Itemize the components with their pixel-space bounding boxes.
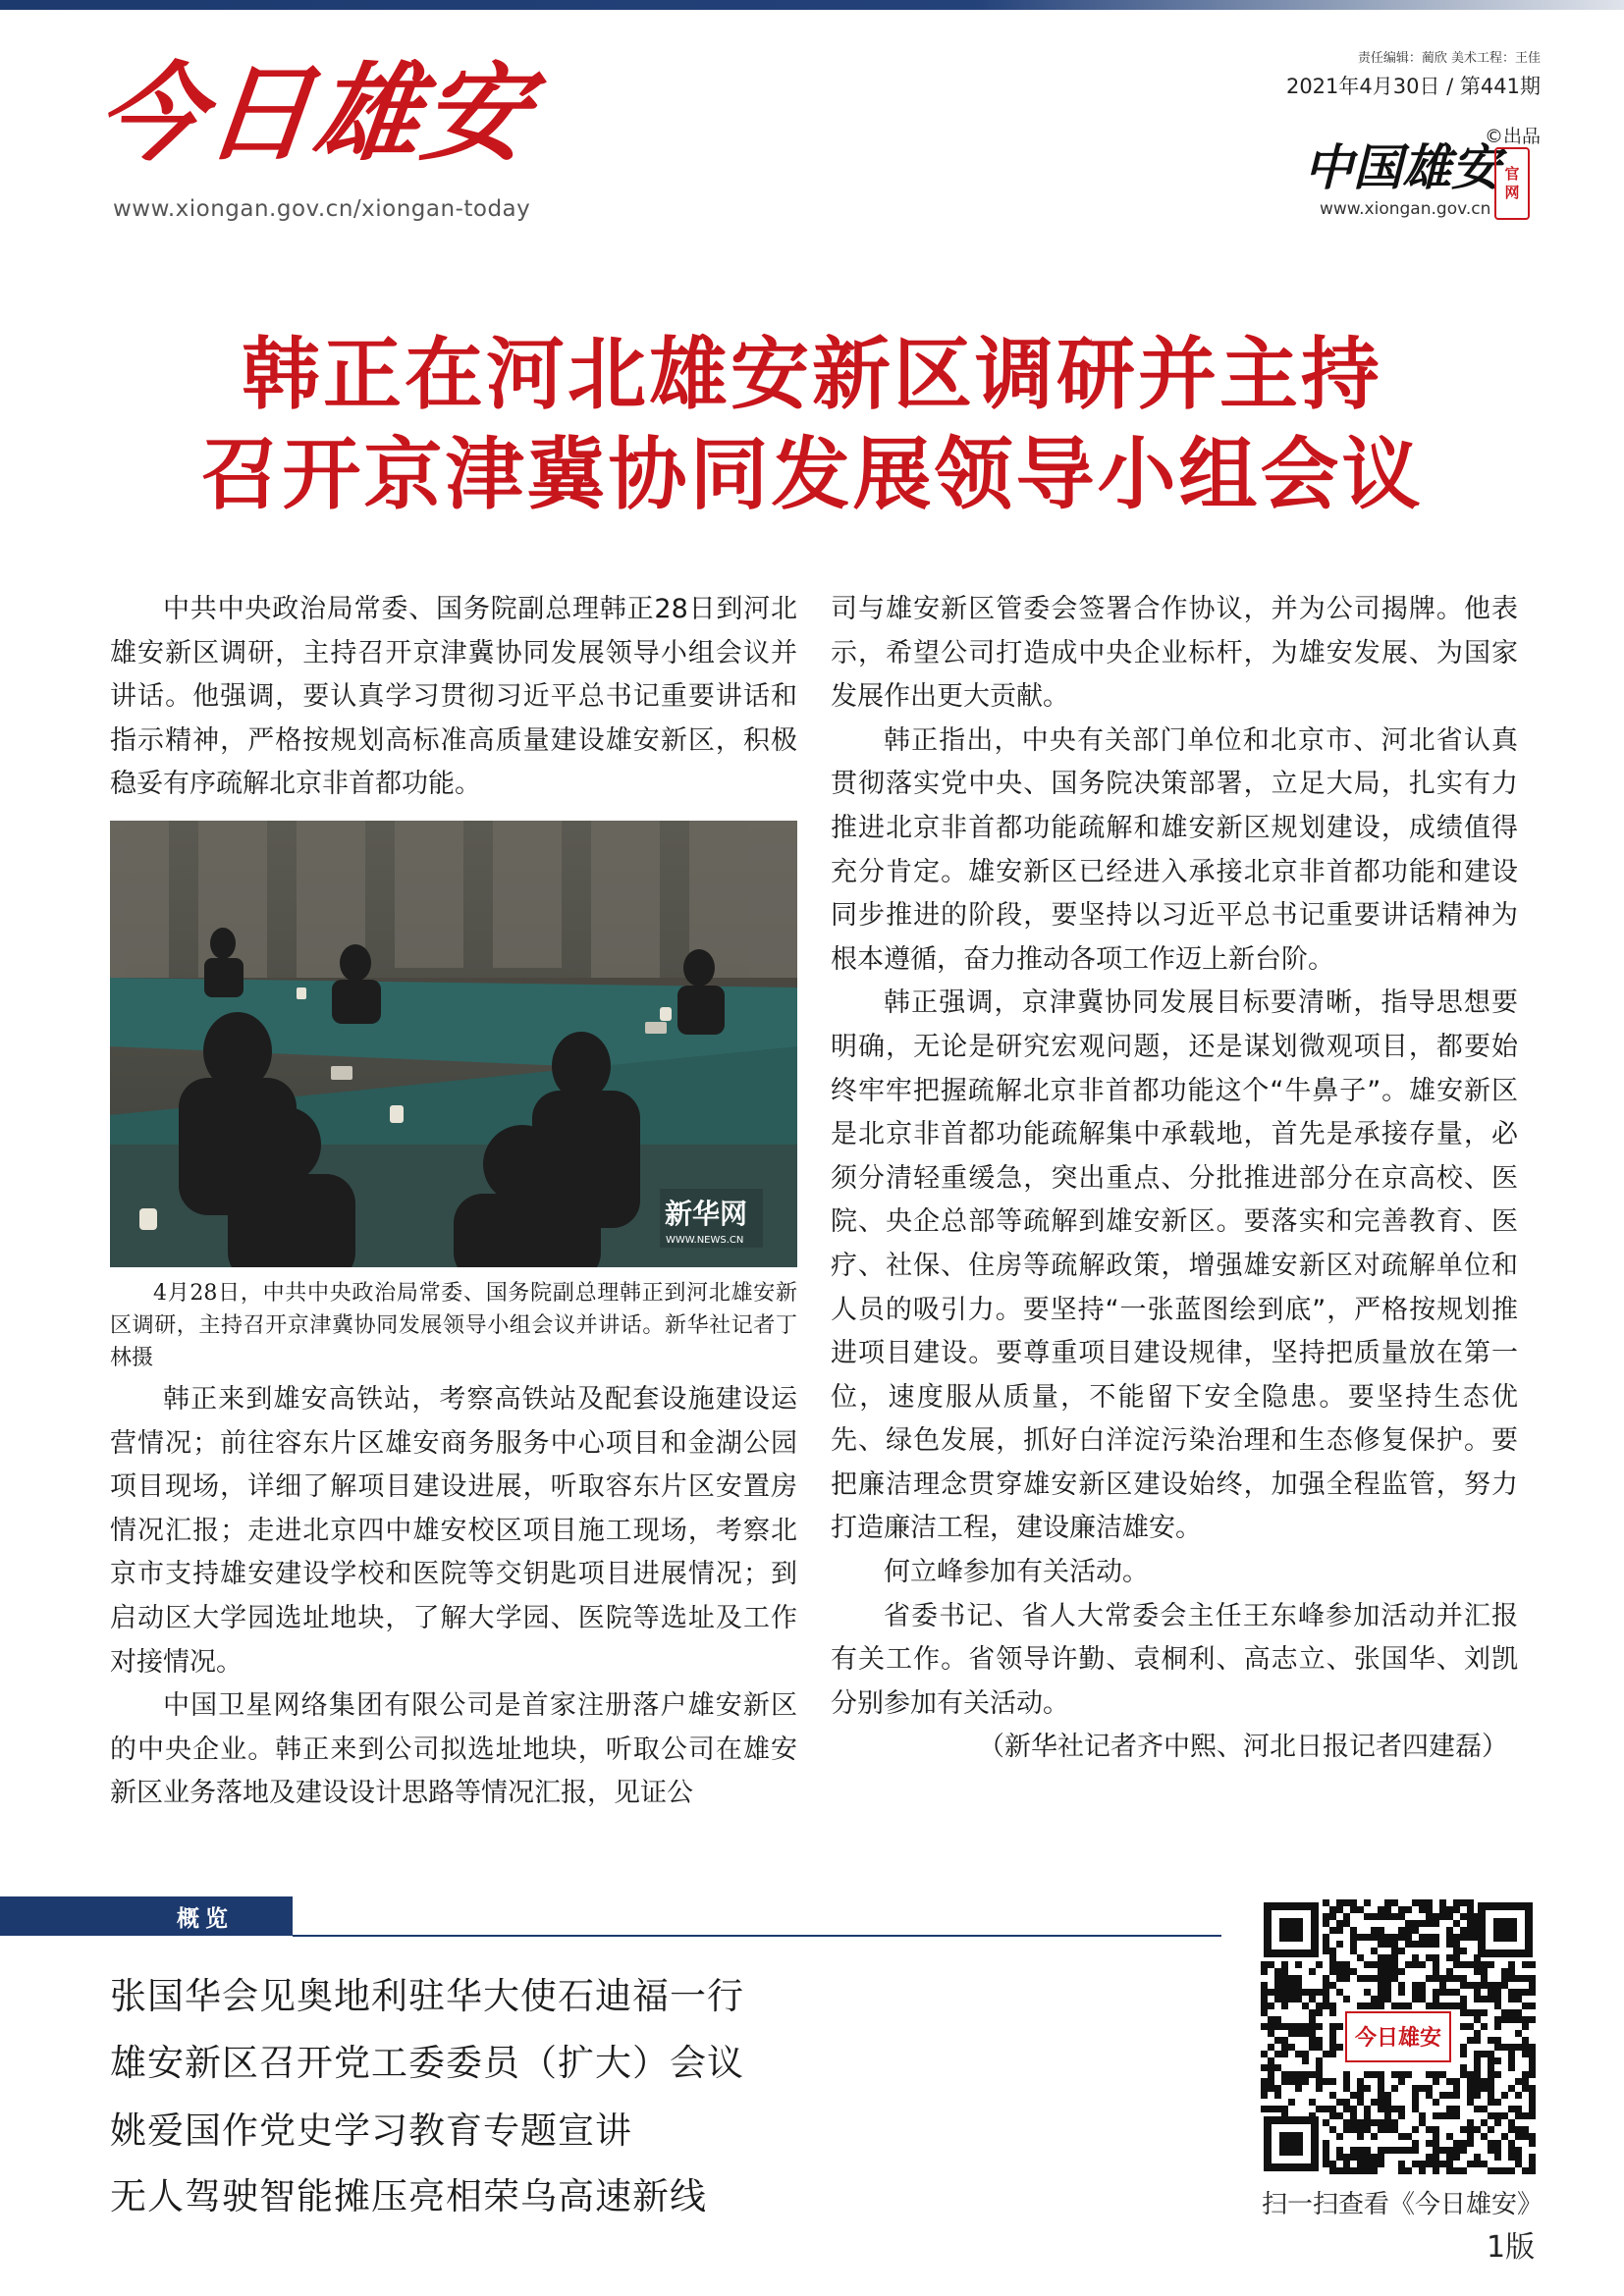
photo-caption <box>110 1277 797 1374</box>
publisher-mark: ©出品 <box>1484 126 1541 147</box>
article-left-bottom <box>110 1378 797 1816</box>
brand-logo: 中国雄安 <box>1304 138 1500 196</box>
masthead-logo: 今日雄安 <box>91 52 537 176</box>
issue-date: 2021年4月30日 / 第441期 <box>1285 75 1541 98</box>
article-paragraph: 中国卫星网络集团有限公司是首家注册落户雄安新区的中央企业。韩正来到公司拟选址地块，听取公司在雄安新区业务落地及建设设计思路等情况汇报，见证公 <box>110 1690 797 1809</box>
qr-code[interactable] <box>1260 1898 1537 2175</box>
overview-divider <box>293 1935 1221 1937</box>
article-paragraph: 韩正指出，中央有关部门单位和北京市、河北省认真贯彻落实党中央、国务院决策部署，立足大局，扎实有力推进北京非首都功能疏解和雄安新区规划建设，成绩值得充分肯定。雄安新区已经进入承接北京非首都功能和建设同步推进的阶段，要坚持以习近平总书记重要讲话精神为根本遵循，奋力推动各项工作迈上新台阶。 <box>831 724 1518 975</box>
article-paragraph: 韩正强调，京津冀协同发展目标要清晰，指导思想要明确，无论是研究宏观问题，还是谋划微观项目，都要始终牢牢把握疏解北京非首都功能这个“牛鼻子”。雄安新区是北京非首都功能疏解集中承载地，首先是承接存量，必须分清轻重缓急，突出重点、分批推进部分在京高校、医院、央企总部等疏解到雄安新区。要落实和完善教育、医疗、社保、住房等疏解政策，增强雄安新区对疏解单位和人员的吸引力。要坚持“一张蓝图绘到底”，严格按规划推进项目建设。要尊重项目建设规律，坚持把质量放在第一位，速度服从质量，不能留下安全隐患。要坚持生态优先、绿色发展，抓好白洋淀污染治理和生态修复保护。要把廉洁理念贯穿雄安新区建设始终，加强全程监管，努力打造廉洁工程，建设廉洁雄安。 <box>831 988 1518 1544</box>
overview-item[interactable]: 姚爱国作党史学习教育专题宣讲 <box>110 2109 632 2152</box>
seal-char-2: 网 <box>1504 184 1520 201</box>
masthead-url[interactable]: www.xiongan.gov.cn/xiongan-today <box>113 196 531 222</box>
headline-line-1: 韩正在河北雄安新区调研并主持 <box>242 328 1382 420</box>
headline <box>0 324 1624 524</box>
article-paragraph-continued: 司与雄安新区管委会签署合作协议，并为公司揭牌。他表示，希望公司打造成中央企业标杆，为雄安发展、为国家发展作出更大贡献。 <box>831 594 1518 713</box>
article-right <box>831 588 1518 1770</box>
headline-line-2: 召开京津冀协同发展领导小组会议 <box>200 428 1424 520</box>
photo-caption-text: 4月28日，中共中央政治局常委、国务院副总理韩正到河北雄安新区调研，主持召开京津冀协同发展领导小组会议并讲话。新华社记者丁林摄 <box>110 1281 797 1370</box>
news-photo <box>110 821 797 1267</box>
article-byline: （新华社记者齐中熙、河北日报记者四建磊） <box>978 1732 1508 1763</box>
article-paragraph: 韩正来到雄安高铁站，考察高铁站及配套设施建设运营情况；前往容东片区雄安商务服务中心项目和金湖公园项目现场，详细了解项目建设进展，听取容东片区安置房情况汇报；走进北京四中雄安校区项目施工现场，考察北京市支持雄安建设学校和医院等交钥匙项目进展情况；到启动区大学园选址地块，了解大学园、医院等选址及工作对接情况。 <box>110 1384 797 1678</box>
photo-watermark-url: WWW.NEWS.CN <box>666 1235 744 1246</box>
brand-seal <box>1494 147 1530 220</box>
photo-watermark: 新华网 <box>665 1198 748 1230</box>
seal-char-1: 官 <box>1504 164 1520 183</box>
overview-label: 概览 <box>0 1896 293 1936</box>
editor-credits: 责任编辑：蔺欣 美术工程：王佳 <box>1357 51 1541 66</box>
article-paragraph: 中共中央政治局常委、国务院副总理韩正28日到河北雄安新区调研，主持召开京津冀协同发展领导小组会议并讲话。他强调，要认真学习贯彻习近平总书记重要讲话和指示精神，严格按规划高标准高质量建设雄安新区，积极稳妥有序疏解北京非首都功能。 <box>110 594 797 800</box>
top-color-bar <box>0 0 1624 10</box>
qr-center-logo: 今日雄安 <box>1354 2025 1442 2051</box>
brand-url[interactable]: www.xiongan.gov.cn <box>1320 199 1491 219</box>
article-paragraph: 省委书记、省人大常委会主任王东峰参加活动并汇报有关工作。省领导许勤、袁桐利、高志立、张国华、刘凯分别参加有关活动。 <box>831 1600 1518 1719</box>
page-number: 1版 <box>1487 2230 1536 2265</box>
article-paragraph: 何立峰参加有关活动。 <box>884 1557 1149 1588</box>
qr-caption: 扫一扫查看《今日雄安》 <box>1261 2190 1543 2219</box>
meeting-photo-illustration <box>110 821 797 1267</box>
overview-item[interactable]: 无人驾驶智能摊压亮相荣乌高速新线 <box>110 2175 707 2217</box>
overview-item[interactable]: 张国华会见奥地利驻华大使石迪福一行 <box>110 1975 744 2017</box>
overview-item[interactable]: 雄安新区召开党工委委员（扩大）会议 <box>110 2042 744 2084</box>
article-left-top <box>110 588 797 807</box>
qr-code-graphic <box>1260 1898 1537 2175</box>
